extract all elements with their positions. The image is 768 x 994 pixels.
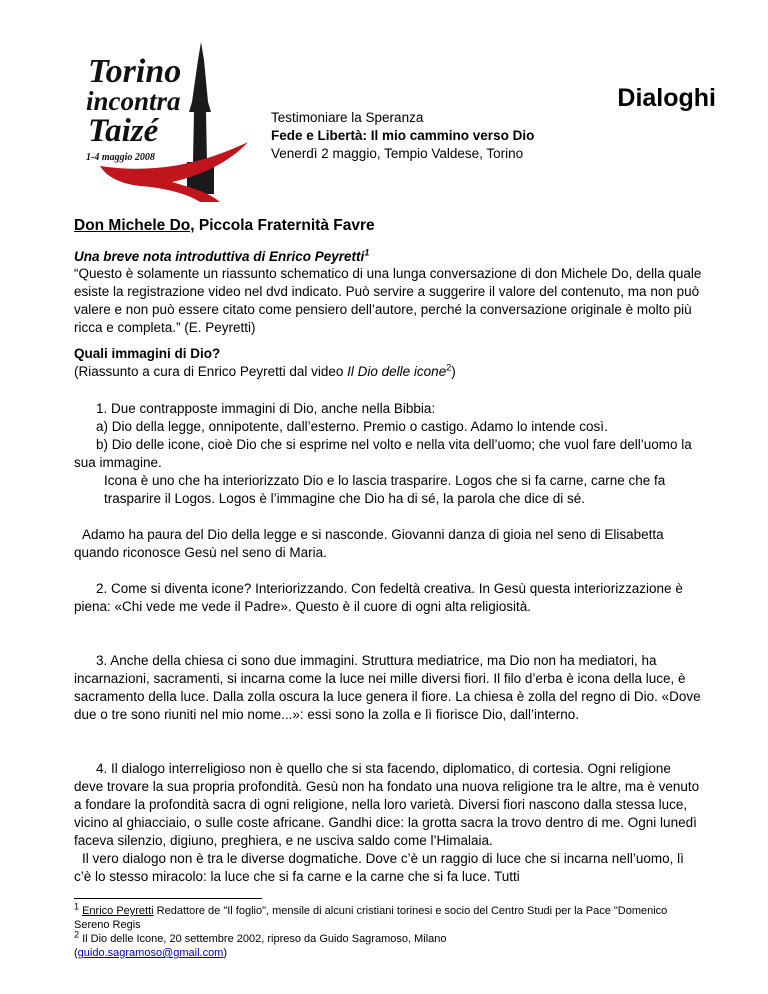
intro-heading-text: Una breve nota introduttiva di Enrico Peyretti [74, 249, 365, 264]
footnote-1-name: Enrico Peyretti [82, 905, 154, 917]
speaker-name: Don Michele Do, [74, 217, 195, 234]
logo-torino: Torino [88, 53, 182, 90]
footnote-1-number: 1 [74, 901, 80, 912]
footnote-divider [74, 898, 262, 899]
page-title: Dialoghi [617, 84, 716, 112]
footnote-ref-1: 1 [364, 247, 370, 258]
event-topic: Fede e Libertà: Il mio cammino verso Dio [271, 128, 535, 143]
logo-taize: Taizé [88, 113, 159, 149]
intro-heading [74, 248, 702, 266]
event-info [271, 109, 534, 163]
mole-spire [189, 42, 211, 162]
section-heading: Quali immagini di Dio? [74, 346, 221, 361]
footnote-2 [74, 929, 694, 960]
speaker-org: Piccola Fraternità Favre [194, 217, 375, 234]
subtitle-video-title: Il Dio delle icone [347, 364, 447, 379]
footnote-2-paren-open: ( [74, 947, 78, 959]
event-series: Testimoniare la Speranza [271, 110, 424, 125]
footnote-1-text: Redattore de "Il foglio", mensile di alcuni cristiani torinesi e socio del Centro Studi per la Pace "Domenico Sereno Regis [74, 905, 668, 931]
torino-incontra-taize-logo [80, 42, 255, 202]
paragraph-4: 4. Il dialogo interreligioso non è quello che si sta facendo, diplomatico, di cortesia. Ogni religione deve trovare la sua propria profondità. Gesù non ha fondato una nuova religione tra le altre, ma è venuto a fondare la profondità sacra di ogni religione, nella loro varietà. Diversi fiori nascono dalla stessa luce, vicino al ghiacciaio, o sulle coste africane. Gandhi dice: la grotta sacra la trovo dentro di me. Ogni lunedì faceva silenzio, digiuno, preghiera, e ne usciva saldo come l’Himalaia. [74, 761, 700, 848]
paragraph-1e: Adamo ha paura del Dio della legge e si nasconde. Giovanni danza di gioia nel seno di Elisabetta quando riconosce Gesù nel seno di Maria. [74, 527, 664, 560]
paragraph-2: 2. Come si diventa icone? Interiorizzando. Con fedeltà creativa. In Gesù questa interiorizzazione è piena: «Chi vede me vede il Padre». Questo è il cuore di ogni alta religiosità. [74, 581, 683, 614]
paragraph-1c: b) Dio delle icone, cioè Dio che si esprime nel volto e nella vita dell’uomo; che vuol fare dell’uomo la sua immagine. [74, 437, 692, 470]
logo-incontra: incontra [86, 86, 181, 116]
footnote-2-paren-close: ) [223, 947, 228, 959]
logo-dates: 1-4 maggio 2008 [86, 152, 155, 163]
email-link[interactable]: guido.sagramoso@gmail.com [77, 947, 224, 959]
paragraph-1d: Icona è uno che ha interiorizzato Dio e lo lascia trasparire. Logos che si fa carne, carne che fa trasparire il Logos. Logos è l’immagine che Dio ha di sé, la parola che dice di sé. [104, 473, 666, 506]
red-swoosh [100, 142, 248, 202]
footnote-1 [74, 901, 694, 932]
footnote-ref-2: 2 [446, 362, 452, 373]
footnote-2-text: Il Dio delle Icone, 20 settembre 2002, ripreso da Guido Sagramoso, Milano [79, 933, 447, 945]
intro-text: “Questo è solamente un riassunto schematico di una lunga conversazione di don Michele Do, della quale esiste la registrazione video nel dvd indicato. Può servire a suggerire il valore del contenuto, ma non può valere e non può essere citato come pensiero dell’autore, perché la conversazione originale è molto più ricca e completa.” (E. Peyretti) [74, 266, 702, 335]
paragraph-1a: 1. Due contrapposte immagini di Dio, anche nella Bibbia: [96, 401, 436, 416]
event-date-place: Venerdì 2 maggio, Tempio Valdese, Torino [271, 146, 524, 161]
paragraph-1b: a) Dio della legge, onnipotente, dall’esterno. Premio o castigo. Adamo lo intende così. [96, 419, 608, 434]
paragraph-3: 3. Anche della chiesa ci sono due immagini. Struttura mediatrice, ma Dio non ha mediatori, ha incarnazioni, sacramenti, si incarna come la luce nei mille diversi fiori. Il filo d’erba è icona della luce, è sacramento della luce. Dalla zolla oscura la luce genera il fiore. La chiesa è zolla del regno di Dio. «Dove due o tre sono riuniti nel mio nome...»: essi sono la zolla e lì fiorisce Dio, dall’interno. [74, 653, 701, 722]
paragraph-5: Il vero dialogo non è tra le diverse dogmatiche. Dove c’è un raggio di luce che si incarna nell’uomo, lì c’è lo stesso miracolo: la luce che si fa carne e la carne che si fa luce. Tutti [74, 851, 684, 884]
subtitle-post: ) [451, 364, 456, 379]
subtitle-pre: (Riassunto a cura di Enrico Peyretti dal video [74, 364, 348, 379]
section-subtitle [74, 363, 702, 381]
speaker-heading [74, 217, 375, 235]
footnote-2-number: 2 [74, 929, 80, 940]
